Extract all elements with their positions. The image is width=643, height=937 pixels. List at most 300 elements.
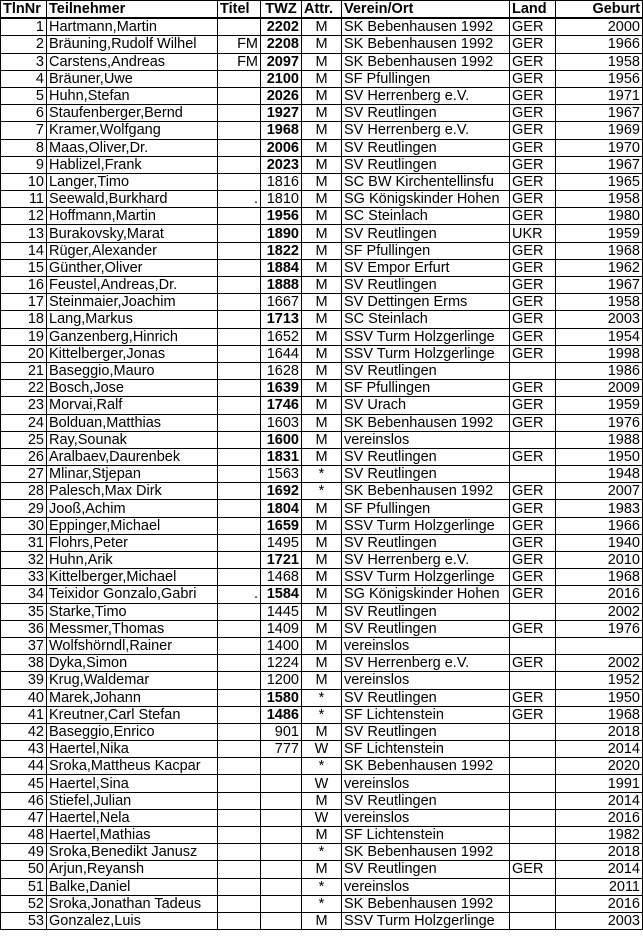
cell-twz: 777	[261, 741, 302, 758]
cell-geburt: 2000	[556, 18, 643, 36]
cell-land: GER	[510, 173, 556, 190]
cell-verein: vereinslos	[342, 878, 510, 895]
cell-geburt: 1952	[556, 672, 643, 689]
cell-land	[510, 466, 556, 483]
header-geburt: Geburt	[556, 1, 643, 19]
cell-twz: 2026	[261, 87, 302, 104]
cell-geburt: 1968	[556, 569, 643, 586]
cell-titel	[218, 517, 261, 534]
cell-tlnnr: 9	[1, 156, 47, 173]
cell-land	[510, 912, 556, 929]
cell-titel	[218, 809, 261, 826]
cell-tlnnr: 46	[1, 792, 47, 809]
cell-teilnehmer: Mlinar,Stjepan	[47, 466, 218, 483]
cell-geburt	[556, 637, 643, 654]
cell-tlnnr: 41	[1, 706, 47, 723]
cell-verein: SK Bebenhausen 1992	[342, 758, 510, 775]
cell-attr: *	[302, 466, 342, 483]
cell-land: GER	[510, 706, 556, 723]
cell-twz: 1495	[261, 534, 302, 551]
cell-teilnehmer: Krug,Waldemar	[47, 672, 218, 689]
cell-geburt: 2014	[556, 741, 643, 758]
cell-twz: 1409	[261, 620, 302, 637]
cell-tlnnr: 3	[1, 53, 47, 70]
cell-attr: W	[302, 741, 342, 758]
cell-twz: 1884	[261, 259, 302, 276]
cell-tlnnr: 39	[1, 672, 47, 689]
table-row	[1, 552, 643, 569]
cell-titel	[218, 225, 261, 242]
cell-teilnehmer: Arjun,Reyansh	[47, 861, 218, 878]
cell-tlnnr: 25	[1, 431, 47, 448]
cell-land: GER	[510, 156, 556, 173]
cell-twz: 1584	[261, 586, 302, 603]
cell-twz: 1721	[261, 552, 302, 569]
table-row	[1, 294, 643, 311]
table-row	[1, 603, 643, 620]
cell-verein: SV Herrenberg e.V.	[342, 655, 510, 672]
table-row	[1, 792, 643, 809]
header-teilnehmer: Teilnehmer	[47, 1, 218, 19]
cell-verein: SV Herrenberg e.V.	[342, 552, 510, 569]
cell-titel	[218, 397, 261, 414]
cell-titel	[218, 878, 261, 895]
cell-teilnehmer: Baseggio,Enrico	[47, 723, 218, 740]
cell-land: GER	[510, 689, 556, 706]
cell-land: GER	[510, 534, 556, 551]
table-row	[1, 895, 643, 912]
table-row	[1, 242, 643, 259]
cell-verein: SK Bebenhausen 1992	[342, 53, 510, 70]
cell-teilnehmer: Teixidor Gonzalo,Gabri	[47, 586, 218, 603]
cell-verein: vereinslos	[342, 672, 510, 689]
cell-teilnehmer: Haertel,Mathias	[47, 827, 218, 844]
cell-tlnnr: 10	[1, 173, 47, 190]
cell-teilnehmer: Starke,Timo	[47, 603, 218, 620]
cell-verein: SV Urach	[342, 397, 510, 414]
cell-teilnehmer: Bräuning,Rudolf Wilhel	[47, 36, 218, 53]
cell-attr: M	[302, 328, 342, 345]
cell-tlnnr: 52	[1, 895, 47, 912]
cell-teilnehmer: Balke,Daniel	[47, 878, 218, 895]
cell-twz: 1810	[261, 191, 302, 208]
cell-titel	[218, 431, 261, 448]
cell-teilnehmer: Sroka,Mattheus Kacpar	[47, 758, 218, 775]
cell-tlnnr: 44	[1, 758, 47, 775]
cell-twz: 1200	[261, 672, 302, 689]
cell-teilnehmer: Kramer,Wolfgang	[47, 122, 218, 139]
cell-attr: M	[302, 552, 342, 569]
cell-verein: SF Pfullingen	[342, 500, 510, 517]
table-row	[1, 156, 643, 173]
cell-land	[510, 844, 556, 861]
cell-geburt: 2010	[556, 552, 643, 569]
table-row	[1, 912, 643, 929]
cell-geburt: 1958	[556, 191, 643, 208]
table-row	[1, 809, 643, 826]
cell-geburt: 1986	[556, 362, 643, 379]
table-row	[1, 259, 643, 276]
cell-titel	[218, 139, 261, 156]
cell-verein: vereinslos	[342, 431, 510, 448]
cell-geburt: 1970	[556, 139, 643, 156]
cell-tlnnr: 11	[1, 191, 47, 208]
cell-twz	[261, 792, 302, 809]
cell-land	[510, 431, 556, 448]
cell-titel	[218, 569, 261, 586]
cell-tlnnr: 48	[1, 827, 47, 844]
cell-land: GER	[510, 242, 556, 259]
cell-titel	[218, 706, 261, 723]
cell-attr: M	[302, 586, 342, 603]
cell-titel	[218, 345, 261, 362]
cell-attr: M	[302, 620, 342, 637]
cell-geburt: 1998	[556, 345, 643, 362]
cell-land: GER	[510, 139, 556, 156]
cell-twz: 1713	[261, 311, 302, 328]
cell-attr: M	[302, 277, 342, 294]
cell-tlnnr: 27	[1, 466, 47, 483]
cell-twz: 1746	[261, 397, 302, 414]
cell-verein: SV Reutlingen	[342, 792, 510, 809]
table-row	[1, 775, 643, 792]
cell-verein: SV Reutlingen	[342, 362, 510, 379]
table-row	[1, 208, 643, 225]
cell-tlnnr: 47	[1, 809, 47, 826]
cell-teilnehmer: Sroka,Benedikt Janusz	[47, 844, 218, 861]
cell-geburt: 1956	[556, 70, 643, 87]
cell-teilnehmer: Lang,Markus	[47, 311, 218, 328]
cell-verein: SV Reutlingen	[342, 689, 510, 706]
cell-verein: SV Empor Erfurt	[342, 259, 510, 276]
cell-teilnehmer: Gonzalez,Luis	[47, 912, 218, 929]
cell-geburt: 2020	[556, 758, 643, 775]
cell-titel	[218, 466, 261, 483]
cell-land: GER	[510, 18, 556, 36]
cell-teilnehmer: Bolduan,Matthias	[47, 414, 218, 431]
cell-geburt: 1959	[556, 397, 643, 414]
table-row	[1, 328, 643, 345]
cell-tlnnr: 22	[1, 380, 47, 397]
table-row	[1, 878, 643, 895]
cell-twz	[261, 878, 302, 895]
cell-attr: *	[302, 706, 342, 723]
cell-twz	[261, 809, 302, 826]
cell-attr: M	[302, 414, 342, 431]
cell-twz: 2006	[261, 139, 302, 156]
header-attr: Attr.	[302, 1, 342, 19]
cell-geburt: 1969	[556, 122, 643, 139]
cell-verein: SV Herrenberg e.V.	[342, 87, 510, 104]
table-row	[1, 689, 643, 706]
cell-verein: vereinslos	[342, 775, 510, 792]
header-tlnnr: TlnNr	[1, 1, 47, 19]
cell-tlnnr: 15	[1, 259, 47, 276]
cell-tlnnr: 14	[1, 242, 47, 259]
table-row	[1, 87, 643, 104]
cell-twz	[261, 912, 302, 929]
cell-land: GER	[510, 259, 556, 276]
cell-teilnehmer: Günther,Oliver	[47, 259, 218, 276]
cell-geburt: 1971	[556, 87, 643, 104]
cell-verein: SF Pfullingen	[342, 70, 510, 87]
table-row	[1, 620, 643, 637]
cell-verein: SV Reutlingen	[342, 534, 510, 551]
table-row	[1, 362, 643, 379]
cell-titel	[218, 259, 261, 276]
cell-geburt: 1991	[556, 775, 643, 792]
cell-twz: 1628	[261, 362, 302, 379]
table-row	[1, 70, 643, 87]
cell-teilnehmer: Haertel,Nika	[47, 741, 218, 758]
table-row	[1, 225, 643, 242]
cell-titel	[218, 18, 261, 36]
cell-attr: W	[302, 809, 342, 826]
cell-teilnehmer: Wolfshörndl,Rainer	[47, 637, 218, 654]
cell-attr: M	[302, 242, 342, 259]
cell-tlnnr: 2	[1, 36, 47, 53]
cell-twz: 1822	[261, 242, 302, 259]
table-row	[1, 191, 643, 208]
cell-land: GER	[510, 87, 556, 104]
cell-geburt: 2003	[556, 311, 643, 328]
cell-land	[510, 895, 556, 912]
cell-verein: SV Reutlingen	[342, 277, 510, 294]
cell-geburt: 1950	[556, 689, 643, 706]
cell-attr: *	[302, 844, 342, 861]
cell-verein: SSV Turm Holzgerlinge	[342, 912, 510, 929]
cell-verein: SF Pfullingen	[342, 242, 510, 259]
cell-geburt: 1968	[556, 706, 643, 723]
cell-attr: M	[302, 431, 342, 448]
cell-geburt: 1967	[556, 277, 643, 294]
cell-land	[510, 827, 556, 844]
cell-tlnnr: 37	[1, 637, 47, 654]
cell-verein: SK Bebenhausen 1992	[342, 483, 510, 500]
cell-attr: M	[302, 345, 342, 362]
cell-titel	[218, 861, 261, 878]
cell-attr: M	[302, 827, 342, 844]
cell-land: GER	[510, 569, 556, 586]
cell-attr: *	[302, 895, 342, 912]
cell-geburt: 2002	[556, 603, 643, 620]
table-row	[1, 277, 643, 294]
cell-geburt: 1962	[556, 259, 643, 276]
cell-geburt: 1983	[556, 500, 643, 517]
cell-land	[510, 362, 556, 379]
cell-verein: SV Reutlingen	[342, 156, 510, 173]
cell-verein: SF Lichtenstein	[342, 706, 510, 723]
cell-teilnehmer: Hoffmann,Martin	[47, 208, 218, 225]
cell-teilnehmer: Haertel,Nela	[47, 809, 218, 826]
cell-land	[510, 758, 556, 775]
cell-tlnnr: 18	[1, 311, 47, 328]
cell-attr: M	[302, 294, 342, 311]
cell-attr: M	[302, 105, 342, 122]
cell-titel	[218, 328, 261, 345]
cell-geburt: 1980	[556, 208, 643, 225]
cell-geburt: 1966	[556, 36, 643, 53]
cell-geburt: 1954	[556, 328, 643, 345]
cell-twz	[261, 861, 302, 878]
cell-geburt: 1967	[556, 156, 643, 173]
cell-tlnnr: 29	[1, 500, 47, 517]
cell-twz	[261, 827, 302, 844]
cell-land: GER	[510, 36, 556, 53]
cell-twz: 1890	[261, 225, 302, 242]
table-row	[1, 861, 643, 878]
cell-tlnnr: 53	[1, 912, 47, 929]
cell-tlnnr: 38	[1, 655, 47, 672]
cell-tlnnr: 50	[1, 861, 47, 878]
cell-geburt: 2016	[556, 895, 643, 912]
cell-attr: M	[302, 362, 342, 379]
cell-attr: M	[302, 534, 342, 551]
cell-teilnehmer: Seewald,Burkhard	[47, 191, 218, 208]
cell-tlnnr: 8	[1, 139, 47, 156]
cell-land	[510, 672, 556, 689]
cell-teilnehmer: Baseggio,Mauro	[47, 362, 218, 379]
cell-teilnehmer: Jooß,Achim	[47, 500, 218, 517]
cell-tlnnr: 19	[1, 328, 47, 345]
cell-tlnnr: 30	[1, 517, 47, 534]
cell-twz: 1888	[261, 277, 302, 294]
header-titel: Titel	[218, 1, 261, 19]
cell-titel	[218, 758, 261, 775]
cell-tlnnr: 12	[1, 208, 47, 225]
cell-verein: SV Herrenberg e.V.	[342, 122, 510, 139]
header-land: Land	[510, 1, 556, 19]
cell-twz: 901	[261, 723, 302, 740]
cell-titel	[218, 122, 261, 139]
cell-teilnehmer: Palesch,Max Dirk	[47, 483, 218, 500]
cell-twz: 2023	[261, 156, 302, 173]
table-row	[1, 569, 643, 586]
cell-teilnehmer: Huhn,Arik	[47, 552, 218, 569]
cell-attr: M	[302, 792, 342, 809]
table-row	[1, 586, 643, 603]
cell-twz: 1563	[261, 466, 302, 483]
table-row	[1, 380, 643, 397]
cell-land: GER	[510, 380, 556, 397]
cell-verein: SF Lichtenstein	[342, 741, 510, 758]
cell-titel	[218, 534, 261, 551]
cell-land: GER	[510, 122, 556, 139]
cell-teilnehmer: Stiefel,Julian	[47, 792, 218, 809]
table-row	[1, 844, 643, 861]
cell-tlnnr: 13	[1, 225, 47, 242]
cell-geburt: 1966	[556, 517, 643, 534]
cell-twz: 2208	[261, 36, 302, 53]
cell-verein: SSV Turm Holzgerlinge	[342, 569, 510, 586]
cell-geburt: 1976	[556, 620, 643, 637]
cell-titel	[218, 912, 261, 929]
cell-titel	[218, 500, 261, 517]
cell-teilnehmer: Steinmaier,Joachim	[47, 294, 218, 311]
cell-titel	[218, 362, 261, 379]
cell-attr: M	[302, 173, 342, 190]
cell-verein: SV Reutlingen	[342, 620, 510, 637]
table-row	[1, 758, 643, 775]
cell-attr: M	[302, 156, 342, 173]
table-row	[1, 655, 643, 672]
cell-teilnehmer: Carstens,Andreas	[47, 53, 218, 70]
cell-titel	[218, 827, 261, 844]
cell-teilnehmer: Haertel,Sina	[47, 775, 218, 792]
cell-tlnnr: 35	[1, 603, 47, 620]
cell-tlnnr: 42	[1, 723, 47, 740]
cell-attr: *	[302, 878, 342, 895]
cell-attr: M	[302, 397, 342, 414]
cell-titel: FM	[218, 53, 261, 70]
cell-twz: 1600	[261, 431, 302, 448]
cell-geburt: 2014	[556, 792, 643, 809]
cell-geburt: 2014	[556, 861, 643, 878]
cell-verein: SK Bebenhausen 1992	[342, 414, 510, 431]
cell-titel: .	[218, 586, 261, 603]
cell-geburt: 1988	[556, 431, 643, 448]
table-row	[1, 534, 643, 551]
cell-teilnehmer: Kittelberger,Jonas	[47, 345, 218, 362]
cell-teilnehmer: Ganzenberg,Hinrich	[47, 328, 218, 345]
cell-attr: W	[302, 775, 342, 792]
cell-teilnehmer: Bräuner,Uwe	[47, 70, 218, 87]
cell-titel	[218, 294, 261, 311]
cell-verein: SK Bebenhausen 1992	[342, 844, 510, 861]
table-row	[1, 448, 643, 465]
cell-titel	[218, 723, 261, 740]
table-row	[1, 105, 643, 122]
cell-land	[510, 809, 556, 826]
table-row	[1, 431, 643, 448]
header-twz: TWZ	[261, 1, 302, 19]
cell-twz: 1831	[261, 448, 302, 465]
cell-land: GER	[510, 345, 556, 362]
cell-land: GER	[510, 397, 556, 414]
cell-verein: SSV Turm Holzgerlinge	[342, 345, 510, 362]
cell-verein: SC Steinlach	[342, 311, 510, 328]
cell-teilnehmer: Rüger,Alexander	[47, 242, 218, 259]
cell-attr: *	[302, 689, 342, 706]
cell-teilnehmer: Dyka,Simon	[47, 655, 218, 672]
cell-attr: M	[302, 380, 342, 397]
cell-twz	[261, 844, 302, 861]
cell-tlnnr: 17	[1, 294, 47, 311]
cell-titel	[218, 173, 261, 190]
cell-tlnnr: 26	[1, 448, 47, 465]
cell-attr: M	[302, 637, 342, 654]
cell-titel	[218, 552, 261, 569]
cell-geburt: 1967	[556, 105, 643, 122]
cell-titel	[218, 620, 261, 637]
cell-titel	[218, 895, 261, 912]
cell-land: GER	[510, 586, 556, 603]
cell-attr: M	[302, 311, 342, 328]
cell-teilnehmer: Feustel,Andreas,Dr.	[47, 277, 218, 294]
cell-titel	[218, 277, 261, 294]
cell-attr: M	[302, 36, 342, 53]
cell-tlnnr: 32	[1, 552, 47, 569]
table-row	[1, 173, 643, 190]
table-row	[1, 466, 643, 483]
cell-twz	[261, 895, 302, 912]
cell-teilnehmer: Aralbaev,Daurenbek	[47, 448, 218, 465]
table-row	[1, 827, 643, 844]
cell-land: GER	[510, 191, 556, 208]
table-row	[1, 500, 643, 517]
cell-attr: M	[302, 225, 342, 242]
cell-twz: 1603	[261, 414, 302, 431]
